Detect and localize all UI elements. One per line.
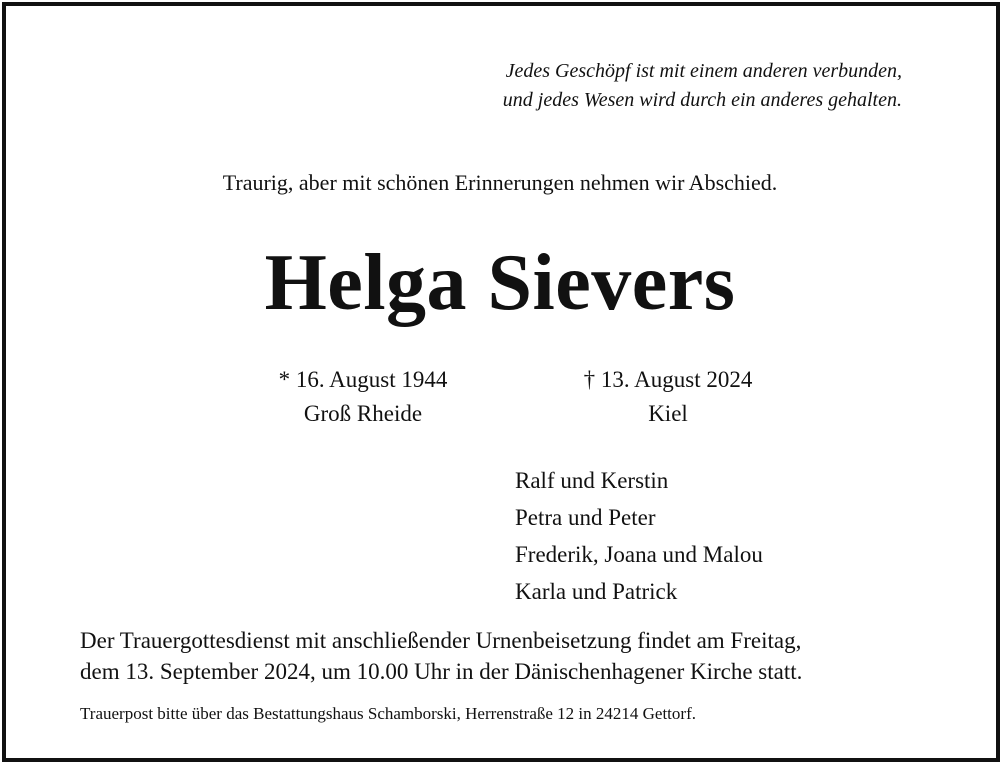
- birth-date: * 16. August 1944: [278, 367, 448, 392]
- service-info: [80, 625, 802, 687]
- family-member: Ralf und Kerstin: [515, 468, 669, 493]
- service-line-2: dem 13. September 2024, um 10.00 Uhr in der Dänischenhagener Kirche statt.: [80, 659, 803, 684]
- death-info: [550, 363, 786, 431]
- birth-place: Groß Rheide: [303, 401, 423, 426]
- quote-line-2: und jedes Wesen wird durch ein anderes gehalten.: [502, 89, 902, 111]
- family-member: Frederik, Joana und Malou: [515, 542, 763, 567]
- quote-line-1: Jedes Geschöpf ist mit einem anderen verbunden,: [505, 60, 902, 82]
- trauerpost-note: Trauerpost bitte über das Bestattungshaus Schamborski, Herrenstraße 12 in 24214 Gettorf.: [80, 704, 696, 723]
- service-line-1: Der Trauergottesdienst mit anschließender Urnenbeisetzung findet am Freitag,: [80, 628, 802, 653]
- opening-quote: [503, 57, 902, 115]
- birth-info: [245, 363, 481, 431]
- family-member: Petra und Peter: [515, 505, 656, 530]
- family-list: [515, 462, 763, 610]
- family-member: Karla und Patrick: [515, 579, 678, 604]
- deceased-name: Helga Sievers: [264, 239, 736, 327]
- death-place: Kiel: [648, 401, 688, 426]
- intro-text: Traurig, aber mit schönen Erinnerungen nehmen wir Abschied.: [222, 170, 778, 195]
- death-date: † 13. August 2024: [583, 367, 753, 392]
